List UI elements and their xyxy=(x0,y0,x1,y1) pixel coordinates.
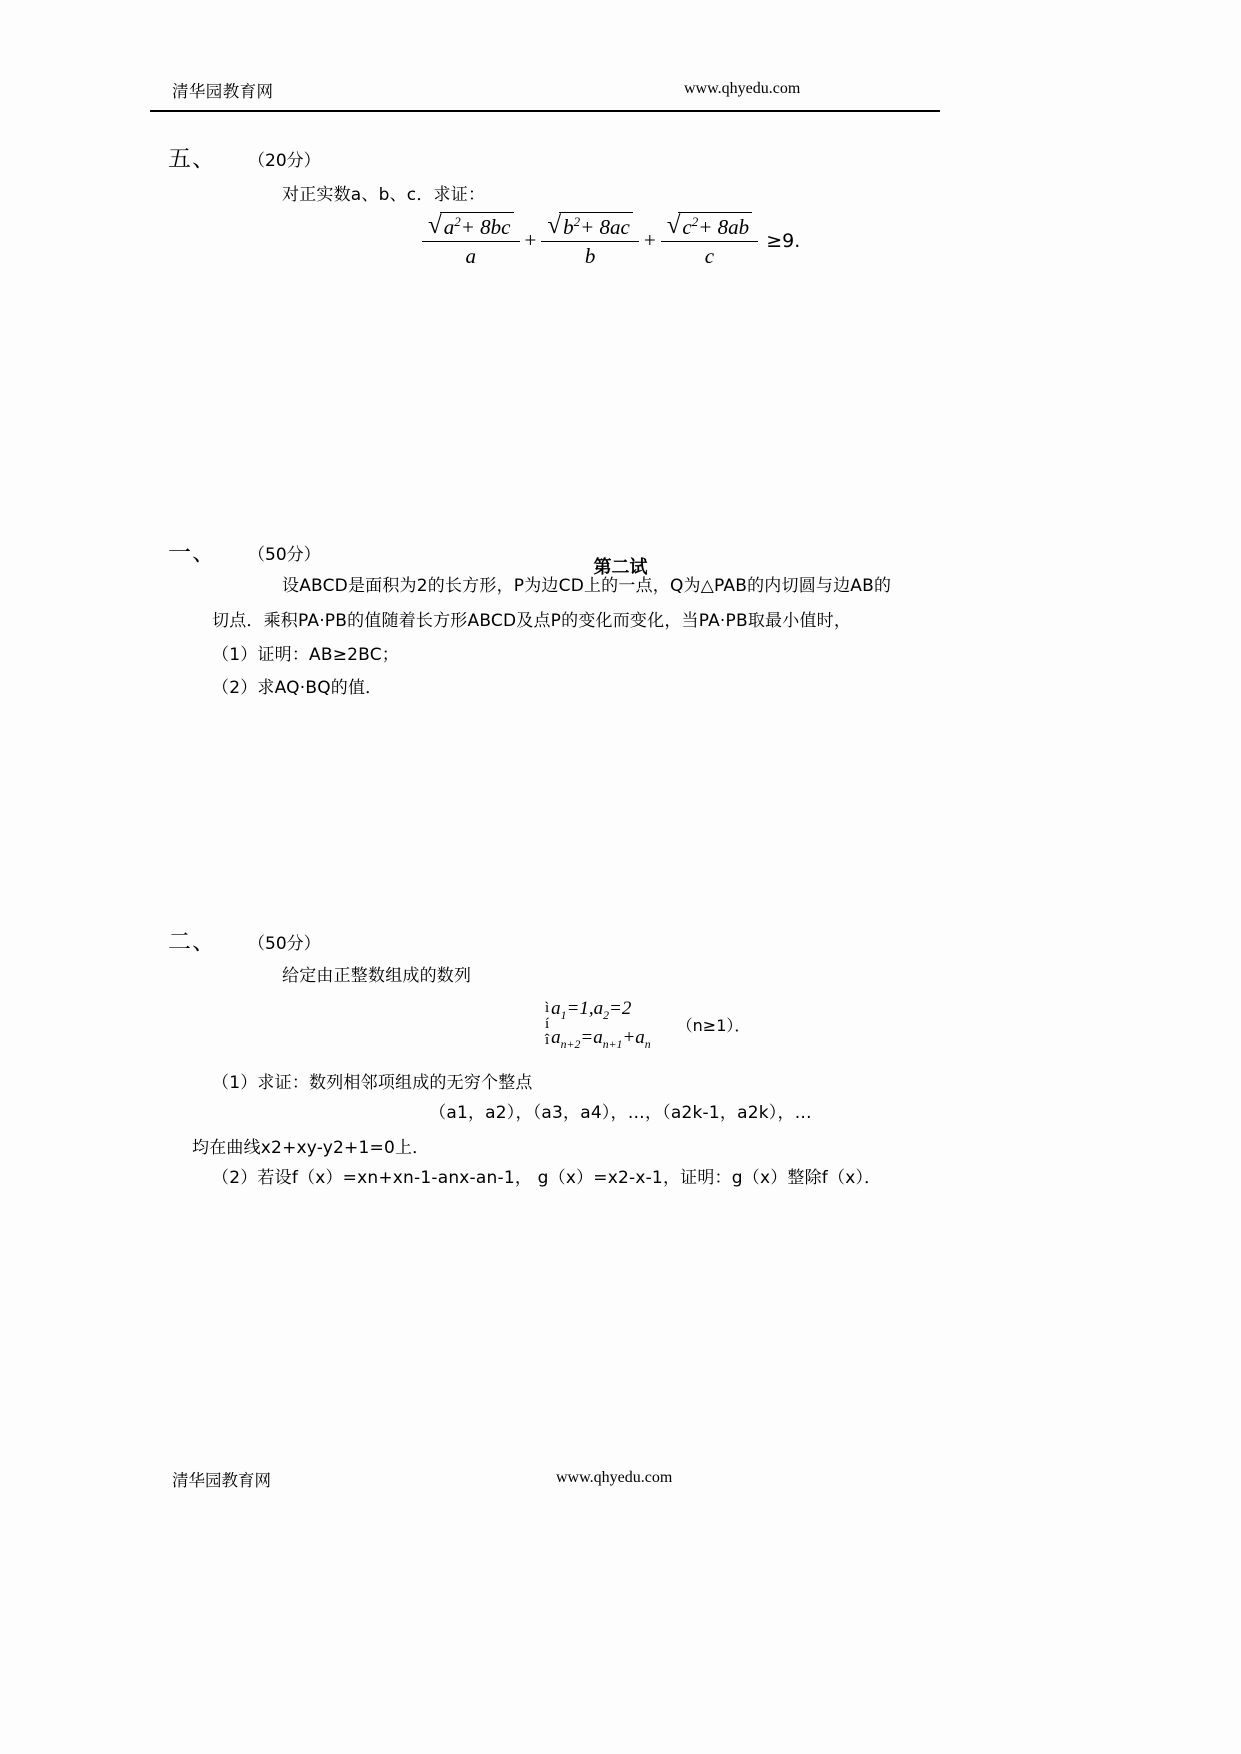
an2-symbol: a xyxy=(551,1026,561,1048)
problem-one-line-1: 设ABCD是面积为2的长方形，P为边CD上的一点，Q为△PAB的内切圆与边AB的 xyxy=(282,576,892,596)
system-row-initial xyxy=(551,996,650,1025)
an-symbol: a xyxy=(635,1026,645,1048)
a1-index: 1 xyxy=(560,1008,567,1022)
a2-value: =2 xyxy=(609,998,632,1019)
a1-symbol: a xyxy=(551,998,561,1019)
a1-value: =1, xyxy=(566,998,594,1019)
problem-five-marks: （20分） xyxy=(248,151,321,171)
problem-two-item-2: （2）若设f（x）=xn+xn-1-anx-an-1， g（x）=x2-x-1，证明：g（x）整除f（x）． xyxy=(212,1168,882,1188)
system-row-recurrence xyxy=(551,1025,650,1054)
footer-site-name: 清华园教育网 xyxy=(172,1471,271,1490)
a2-symbol: a xyxy=(593,998,604,1019)
term2-radicand-base: b xyxy=(563,215,574,239)
problem-one-marks: （50分） xyxy=(248,545,321,565)
sqrt-icon-3: √ $c^2+ 8ab$ xyxy=(667,212,753,240)
system-brace-icon: ì í î xyxy=(545,1000,550,1048)
term3-plus-part: + 8ab xyxy=(698,215,750,239)
a2-index: 2 xyxy=(603,1008,610,1022)
problem-one-item-2: （2）求AQ·BQ的值． xyxy=(212,678,383,698)
second-test-heading: 第二试 xyxy=(593,557,648,578)
formula-term-2 xyxy=(541,212,639,270)
problem-two-point-pairs: （a1，a2），（a3，a4），…，（a2k-1，a2k），… xyxy=(429,1103,812,1123)
term1-exponent: 2 xyxy=(454,214,461,229)
problem-two-label: 二、 xyxy=(168,929,216,955)
header-site-name: 清华园教育网 xyxy=(172,82,274,101)
problem-one-item-1: （1）证明：AB≥2BC； xyxy=(212,645,400,665)
term1-plus-part: + 8bc xyxy=(460,215,511,239)
header-divider xyxy=(150,110,940,112)
term2-denominator: b xyxy=(584,244,596,269)
sqrt-icon-2: √ $b^2+ 8ac$ xyxy=(547,212,633,240)
page-header xyxy=(172,78,940,112)
footer-site-url: www.qhyedu.com xyxy=(556,1469,673,1486)
formula-term-1 xyxy=(422,212,520,270)
an1-symbol: a xyxy=(593,1026,603,1048)
problem-five-formula xyxy=(420,212,800,270)
an1-index: n+1 xyxy=(602,1037,623,1051)
term1-radicand-base: a xyxy=(443,215,455,239)
an2-index: n+2 xyxy=(560,1037,581,1051)
term2-plus-part: + 8ac xyxy=(580,215,630,239)
formula-relation: ≥9. xyxy=(766,229,801,252)
system-condition: （n≥1）． xyxy=(676,1016,751,1036)
term2-exponent: 2 xyxy=(573,214,581,229)
an-index: n xyxy=(644,1037,651,1051)
recurrence-equals: = xyxy=(580,1026,594,1048)
formula-term-3 xyxy=(661,212,759,270)
sqrt-icon-1: √ $a^2+ 8bc$ xyxy=(428,212,514,240)
term1-denominator: a xyxy=(465,244,476,269)
problem-two-recurrence-system xyxy=(545,996,750,1054)
recurrence-plus: + xyxy=(622,1026,636,1048)
problem-one-line-2: 切点．乘积PA·PB的值随着长方形ABCD及点P的变化而变化，当PA·PB取最小值时， xyxy=(212,611,852,631)
problem-two-marks: （50分） xyxy=(248,934,321,954)
problem-two-line-1: 给定由正整数组成的数列 xyxy=(282,966,472,986)
problem-two-line-3: 均在曲线x2+xy-y2+1=0上． xyxy=(192,1138,430,1158)
problem-one-label: 一、 xyxy=(168,540,216,566)
term3-radicand-base: c xyxy=(682,215,692,239)
formula-operator-2: + xyxy=(643,228,656,253)
problem-two-item-1: （1）求证：数列相邻项组成的无穷个整点 xyxy=(212,1073,533,1093)
term3-denominator: c xyxy=(704,244,715,269)
problem-five-label: 五、 xyxy=(168,146,216,172)
term3-exponent: 2 xyxy=(691,214,699,229)
page-footer xyxy=(172,1467,940,1497)
problem-five-stem: 对正实数a、b、c．求证： xyxy=(282,185,486,205)
header-site-url: www.qhyedu.com xyxy=(684,80,801,97)
formula-operator-1: + xyxy=(524,228,537,253)
